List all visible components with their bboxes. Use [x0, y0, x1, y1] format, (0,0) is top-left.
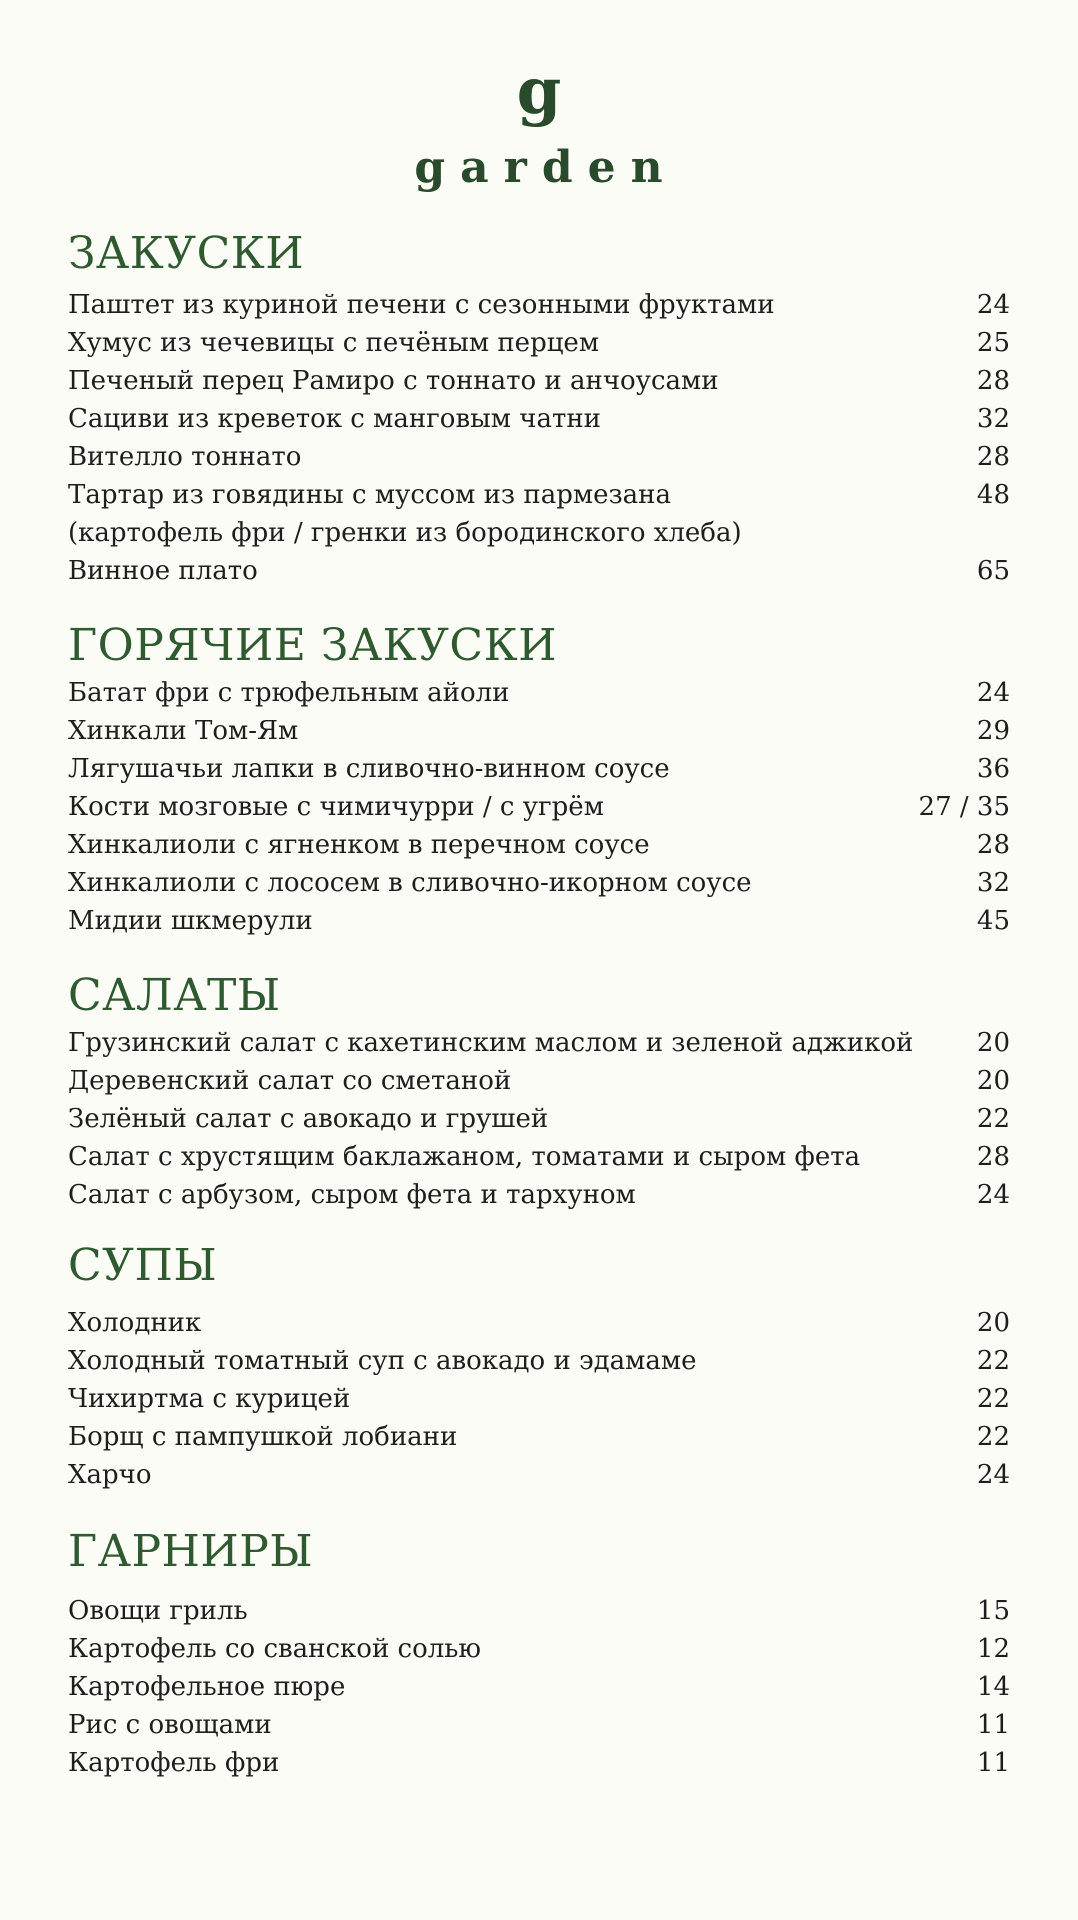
menu-item — [68, 1024, 1010, 1062]
menu-item-name: Овощи гриль — [68, 1596, 248, 1626]
menu-item — [68, 1668, 1010, 1706]
menu-item-name: Печеный перец Рамиро с тоннато и анчоусами — [68, 366, 719, 396]
menu-item-list — [68, 286, 1010, 590]
menu-item — [68, 788, 1010, 826]
menu-item — [68, 1744, 1010, 1782]
menu-item-price: 20 — [976, 1066, 1010, 1096]
menu-item-price: 28 — [976, 442, 1010, 472]
menu-item-price: 28 — [976, 366, 1010, 396]
menu-item-price: 11 — [976, 1710, 1010, 1740]
menu-item-name: Мидии шкмерули — [68, 906, 313, 936]
menu-item — [68, 438, 1010, 476]
menu-item — [68, 324, 1010, 362]
menu-item — [68, 1062, 1010, 1100]
menu-item-name: Грузинский салат с кахетинским маслом и зеленой аджикой — [68, 1028, 914, 1058]
menu-item-price: 45 — [976, 906, 1010, 936]
menu-item-price: 29 — [976, 716, 1010, 746]
menu-item-name: Борщ с пампушкой лобиани — [68, 1422, 458, 1452]
menu-item-name: Сациви из креветок с манговым чатни — [68, 404, 602, 434]
menu-section — [68, 1526, 1010, 1782]
menu-item-price: 14 — [976, 1672, 1010, 1702]
menu-item — [68, 514, 1010, 552]
menu-item-price: 22 — [976, 1384, 1010, 1414]
menu-section — [68, 620, 1010, 940]
menu-item-name: Хинкалиоли с ягненком в перечном соусе — [68, 830, 650, 860]
menu-item-name: Салат с хрустящим баклажаном, томатами и сыром фета — [68, 1142, 861, 1172]
logo — [68, 0, 1010, 194]
menu-item-price: 65 — [976, 556, 1010, 586]
menu-item-list — [68, 1592, 1010, 1782]
menu-item — [68, 552, 1010, 590]
menu-item-price: 27 / 35 — [918, 792, 1010, 822]
menu-item — [68, 400, 1010, 438]
menu-item-price: 24 — [976, 290, 1010, 320]
menu-item — [68, 362, 1010, 400]
menu-item-name: Лягушачьи лапки в сливочно-винном соусе — [68, 754, 670, 784]
menu-section — [68, 970, 1010, 1214]
menu-item — [68, 1418, 1010, 1456]
menu-item — [68, 1630, 1010, 1668]
menu-item-name: Деревенский салат со сметаной — [68, 1066, 512, 1096]
menu-item — [68, 476, 1010, 514]
menu-item-price: 48 — [976, 480, 1010, 510]
menu — [68, 228, 1010, 1782]
menu-section — [68, 228, 1010, 590]
menu-item-price: 28 — [976, 1142, 1010, 1172]
menu-item-name: Тартар из говядины с муссом из пармезана — [68, 480, 671, 510]
menu-item-name: Кости мозговые с чимичурри / с угрём — [68, 792, 604, 822]
menu-section — [68, 1240, 1010, 1494]
menu-item-price: 32 — [976, 404, 1010, 434]
menu-item — [68, 902, 1010, 940]
menu-item — [68, 1138, 1010, 1176]
section-title: ГОРЯЧИЕ ЗАКУСКИ — [68, 620, 558, 671]
section-title: ГАРНИРЫ — [68, 1526, 314, 1577]
menu-item — [68, 1380, 1010, 1418]
menu-item-name: Хинкалиоли с лососем в сливочно-икорном соусе — [68, 868, 752, 898]
menu-item-name: Хумус из чечевицы с печёным перцем — [68, 328, 600, 358]
menu-item — [68, 1342, 1010, 1380]
section-title: ЗАКУСКИ — [68, 228, 305, 279]
menu-item — [68, 674, 1010, 712]
menu-item — [68, 1100, 1010, 1138]
menu-item-price: 22 — [976, 1104, 1010, 1134]
menu-item-price: 36 — [976, 754, 1010, 784]
section-title: СУПЫ — [68, 1240, 218, 1291]
menu-item-price: 22 — [976, 1346, 1010, 1376]
menu-item-name: Винное плато — [68, 556, 258, 586]
menu-item — [68, 1456, 1010, 1494]
menu-item — [68, 1176, 1010, 1214]
menu-item — [68, 750, 1010, 788]
menu-item-price: 15 — [976, 1596, 1010, 1626]
menu-item-price: 20 — [976, 1028, 1010, 1058]
menu-item-name: Зелёный салат с авокадо и грушей — [68, 1104, 549, 1134]
menu-item-price: 20 — [976, 1308, 1010, 1338]
menu-item-name: Вителло тоннато — [68, 442, 302, 472]
menu-item — [68, 826, 1010, 864]
menu-item-name: Холодный томатный суп с авокадо и эдамаме — [68, 1346, 697, 1376]
menu-item-price: 32 — [976, 868, 1010, 898]
menu-item-name: Картофель фри — [68, 1748, 280, 1778]
menu-item-price: 24 — [976, 1460, 1010, 1490]
menu-item-price: 22 — [976, 1422, 1010, 1452]
menu-item-name: Картофельное пюре — [68, 1672, 346, 1702]
menu-item — [68, 712, 1010, 750]
menu-item-price: 11 — [976, 1748, 1010, 1778]
menu-item — [68, 286, 1010, 324]
menu-item-price: 24 — [976, 678, 1010, 708]
logo-mark-icon: g — [516, 54, 562, 129]
menu-item-name: Холодник — [68, 1308, 202, 1338]
menu-item-name: Паштет из куриной печени с сезонными фруктами — [68, 290, 775, 320]
menu-item — [68, 864, 1010, 902]
menu-item-price: 25 — [976, 328, 1010, 358]
menu-item-name: Хинкали Том-Ям — [68, 716, 299, 746]
menu-item-name: Рис с овощами — [68, 1710, 272, 1740]
section-title: САЛАТЫ — [68, 970, 281, 1021]
menu-item-price: 24 — [976, 1180, 1010, 1210]
menu-item-name: Салат с арбузом, сыром фета и тархуном — [68, 1180, 636, 1210]
menu-item-name: Картофель со сванской солью — [68, 1634, 482, 1664]
menu-item-list — [68, 674, 1010, 940]
logo-wordmark: garden — [414, 142, 678, 193]
menu-item-price: 28 — [976, 830, 1010, 860]
menu-item-list — [68, 1024, 1010, 1214]
menu-item-price: 12 — [976, 1634, 1010, 1664]
menu-item-name: Чихиртма с курицей — [68, 1384, 351, 1414]
menu-item-name: (картофель фри / гренки из бородинского хлеба) — [68, 518, 742, 548]
menu-item-list — [68, 1304, 1010, 1494]
menu-item — [68, 1592, 1010, 1630]
menu-item-name: Батат фри с трюфельным айоли — [68, 678, 510, 708]
menu-item-name: Харчо — [68, 1460, 152, 1490]
menu-item — [68, 1304, 1010, 1342]
menu-item — [68, 1706, 1010, 1744]
